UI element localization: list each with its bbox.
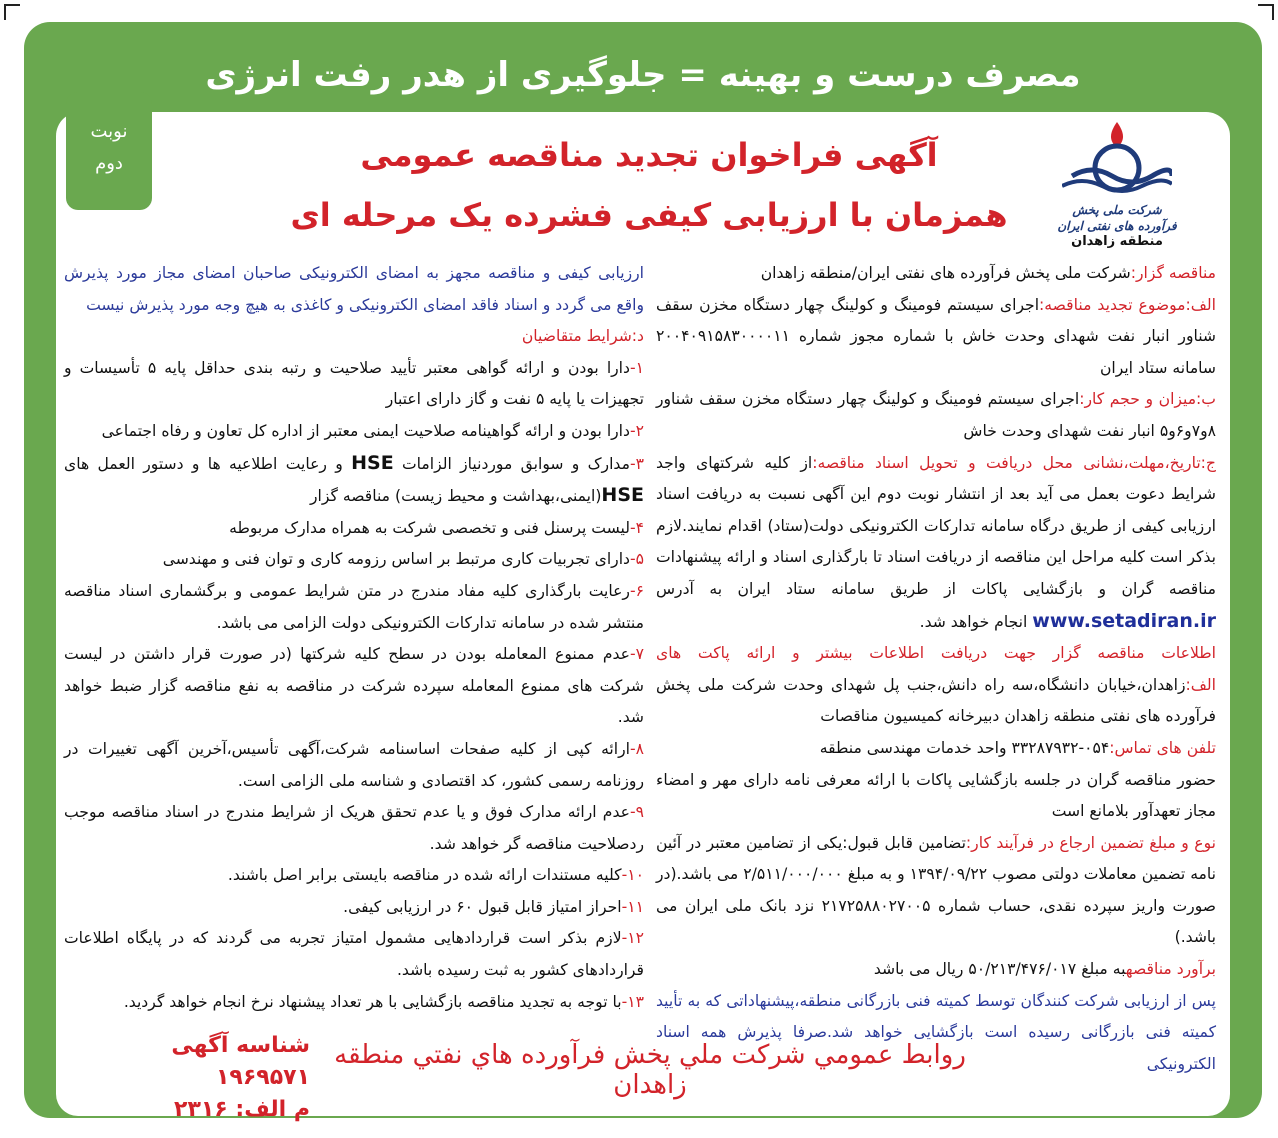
condition-num: ۷- [629,645,644,664]
text-documents-tail: انجام خواهد شد. [919,612,1028,631]
text-phones: ۰۵۴-۳۳۲۸۷۹۳۲ واحد خدمات مهندسی منطقه [819,738,1110,757]
condition-item [64,892,644,924]
condition-item [64,860,644,892]
condition-text: مدارک و سوابق موردنیاز الزامات [402,454,630,473]
logo-company-name: شرکت ملی پخش فرآورده های نفتی ایران [1057,203,1177,233]
condition-num: ۱۳- [621,992,644,1011]
corner-mark-top-left [4,4,20,20]
label-guarantee: نوع و مبلغ تضمین ارجاع در فرآیند کار: [965,833,1216,852]
condition-text: احراز امتیاز قابل قبول ۶۰ در ارزیابی کیفی. [343,897,622,916]
tender-subject [656,290,1216,385]
condition-item [64,797,644,860]
condition-num: ۲- [629,421,644,440]
condition-item [64,987,644,1019]
condition-item [64,639,644,734]
text-contact-info: زاهدان،خیابان دانشگاه،سه راه دانش،جنب پل شهدای وحدت شرکت ملی پخش فرآورده های نفتی منطقه زاهدان دبیرخانه کمیسیون مناقصات [656,675,1216,726]
applicant-conditions-heading: د:شرایط متقاضیان [521,327,644,346]
text-documents: از کلیه شرکتهای واجد شرایط دعوت بعمل می آید بعد از انتشار نوبت دوم این آگهی نسبت به دریافت اسناد ارزیابی کیفی از طریق درگاه سامانه تدارکات الکترونیکی دولت(ستاد) اقدام نمایند.لازم بذکر است کلیه مراحل این مناقصه از دریافت اسناد تا بارگذاری اسناد و ارائه پیشنهادات مناقصه گران و بازگشایی پاکات از طریق سامانه ستاد ایران به آدرس [656,453,1216,598]
tender-contact-info [656,638,1216,733]
condition-text: رعایت بارگذاری کلیه مفاد مندرج در متن شرایط عمومی و برگشماری اسناد مناقصه منتشر شده در سامانه تدارکات الکترونیکی دولت الزامی می باشد. [64,581,644,632]
hse-label: HSE [351,451,394,474]
ad-id-line [70,1030,310,1094]
text-scope: اجرای سیستم فومینگ و کولینگ چهار دستگاه مخزن سقف شناور ۸و۷و۶و۵ انبار نفت شهدای وحدت خاش [656,390,1216,440]
logo-region: منطقه زاهدان [1071,234,1163,249]
condition-text: لیست پرسنل فنی و تخصصی شرکت به همراه مدارک مربوطه [229,518,630,537]
condition-num: ۹- [629,803,644,822]
tender-scope [656,384,1216,447]
label-phones: تلفن های تماس: [1109,738,1216,757]
tender-issuer [656,258,1216,290]
condition-text: و رعایت اطلاعیه ها و دستور العمل های [64,454,343,473]
condition-text: لازم بذکر است قراردادهایی مشمول امتیاز تجربه می گردند که در پایگاه اطلاعات قراردادهای کشور به ثبت رسیده باشد. [64,929,644,980]
text-estimate: به مبلغ ۵۰/۲۱۳/۴۷۶/۰۱۷ ریال می باشد [873,960,1126,979]
condition-num: ۵- [629,550,644,569]
mf-number: ۲۳۱۶ [174,1097,228,1122]
tender-attendance: حضور مناقصه گران در جلسه بازگشایی پاکات با ارائه معرفی نامه دارای مهر و امضاء مجاز تعهدآور بلامانع است [656,770,1216,821]
top-banner: مصرف درست و بهینه = جلوگیری از هدر رفت انرژی [205,55,1081,95]
condition-num: ۱- [629,358,644,377]
mf-label: م الف: [235,1097,310,1122]
condition-num: ۶- [629,581,644,600]
condition-num: ۱۰- [621,866,644,885]
text-subject: اجرای سیستم فومینگ و کولینگ چهار دستگاه مخزن سقف شناور انبار نفت شهدای وحدت خاش با شماره مجوز شماره ۲۰۰۴۰۹۱۵۸۳۰۰۰۰۱۱ سامانه ستاد ایران [656,295,1216,377]
text-issuer: شرکت ملی پخش فرآورده های نفتی ایران/منطقه زاهدان [760,264,1131,282]
condition-text: با توجه به تجدید مناقصه بازگشایی با هر تعداد پیشنهاد نرخ انجام خواهد گردید. [123,992,622,1011]
label-scope: ب:میزان و حجم کار: [1079,390,1216,409]
condition-num: ۳- [629,454,644,473]
condition-text: (ایمنی،بهداشت و محیط زیست) مناقصه گزار [310,487,602,506]
label-documents: ج:تاریخ،مهلت،نشانی محل دریافت و تحویل اسناد مناقصه: [812,453,1216,472]
round-badge [66,92,152,210]
condition-item [64,734,644,797]
label-contact-info: اطلاعات مناقصه گزار جهت دریافت اطلاعات بیشتر و ارائه پاکت های الف: [656,644,1216,694]
company-logo [1052,118,1182,258]
condition-text: دارای تجربیات کاری مرتبط بر اساس رزومه کاری و توان فنی و مهندسی [162,550,630,569]
condition-text: ارائه کپی از کلیه صفحات اساسنامه شرکت،آگهی تأسیس،آخرین آگهی تغییرات در روزنامه رسمی کشور، کد اقتصادی و شناسه ملی الزامی است. [64,739,644,790]
label-issuer: مناقصه گزار: [1130,264,1216,282]
mf-line [70,1094,310,1126]
condition-num: ۱۱- [621,897,644,916]
label-subject: الف:موضوع تجدید مناقصه: [1039,295,1217,314]
badge-line2: دوم [95,153,123,174]
condition-num: ۸- [629,739,644,758]
condition-item [64,448,644,513]
left-column [64,258,644,1018]
badge-line1: نوبت [90,121,128,142]
condition-text: کلیه مستندات ارائه شده در مناقصه بایستی برابر اصل باشند. [227,866,622,885]
condition-item [64,576,644,639]
condition-item [64,513,644,545]
electronic-signature-note: ارزیابی کیفی و مناقصه مجهز به امضای الکترونیکی صاحبان امضای مجاز مورد پذیرش واقع می گردد و اسناد فاقد امضای الکترونیکی و کاغذی به هیچ وجه مورد پذیرش نیست [64,264,644,314]
public-relations-footer: روابط عمومي شركت ملي پخش فرآورده هاي نفتي منطقه زاهدان [334,1040,966,1100]
condition-item [64,353,644,416]
condition-text: دارا بودن و ارائه گواهی معتبر تأیید صلاحیت و رتبه بندی حداقل پایه ۵ تأسیسات و تجهیزات یا پایه ۵ نفت و گاز دارای اعتبار [64,358,644,409]
ad-identifier [70,1030,310,1126]
hse-label: HSE [601,484,644,507]
condition-text: عدم ممنوع المعامله بودن در سطح کلیه شرکتها (در صورت قرار داشتن در لیست شرکت های ممنوع المعامله سپرده شرکت در مناقصه به نفع مناقصه گزار ضبط خواهد شد. [64,645,644,727]
condition-text: دارا بودن و ارائه گواهینامه صلاحیت ایمنی معتبر از اداره کل تعاون و رفاه اجتماعی [101,421,630,440]
tender-estimate [656,954,1216,986]
ad-id-label: شناسه آگهی [171,1033,310,1058]
condition-num: ۴- [629,518,644,537]
corner-mark-top-right [1258,4,1274,20]
condition-item [64,923,644,986]
ad-id-number: ۱۹۶۹۵۷۱ [216,1065,310,1090]
condition-text: عدم ارائه مدارک فوق و یا عدم تحقق هریک از شرایط مندرج در اسناد مناقصه موجب ردصلاحیت مناقصه گر خواهد شد. [64,803,644,853]
flame-emblem-icon [1062,118,1172,198]
ad-title-line1: آگهی فراخوان تجدید مناقصه عمومی [360,136,938,174]
tender-guarantee [656,828,1216,954]
right-column [656,258,1216,1080]
condition-item [64,544,644,576]
tender-evaluation-note: پس از ارزیابی شرکت کنندگان توسط کمیته فنی بازرگانی منطقه،پیشنهاداتی که به تأیید کمیته فنی بازرگانی رسیده است بازگشایی خواهد شد.صرفا پذیرش همه اسناد الکترونیکی [656,991,1216,1073]
tender-documents [656,448,1216,639]
text-guarantee: تضامین قابل قبول:یکی از تضامین معتبر در آئین نامه تضمین معاملات دولتی مصوب ۱۳۹۴/۰۹/۲۲ و به مبلغ ۲/۵۱۱/۰۰۰/۰۰۰ می باشد.(در صورت واریز سپرده نقدی، حساب شماره ۲۱۷۲۵۸۸۰۲۷۰۰۵ نزد بانک ملی ایران می باشد.) [656,833,1217,947]
label-estimate: برآورد مناقصه [1125,960,1216,979]
condition-num: ۱۲- [621,929,644,948]
setadiran-link[interactable]: www.setadiran.ir [1032,609,1216,632]
ad-title-line2: همزمان با ارزیابی کیفی فشرده یک مرحله ای [290,196,1008,234]
condition-item [64,416,644,448]
tender-phones [656,733,1216,765]
